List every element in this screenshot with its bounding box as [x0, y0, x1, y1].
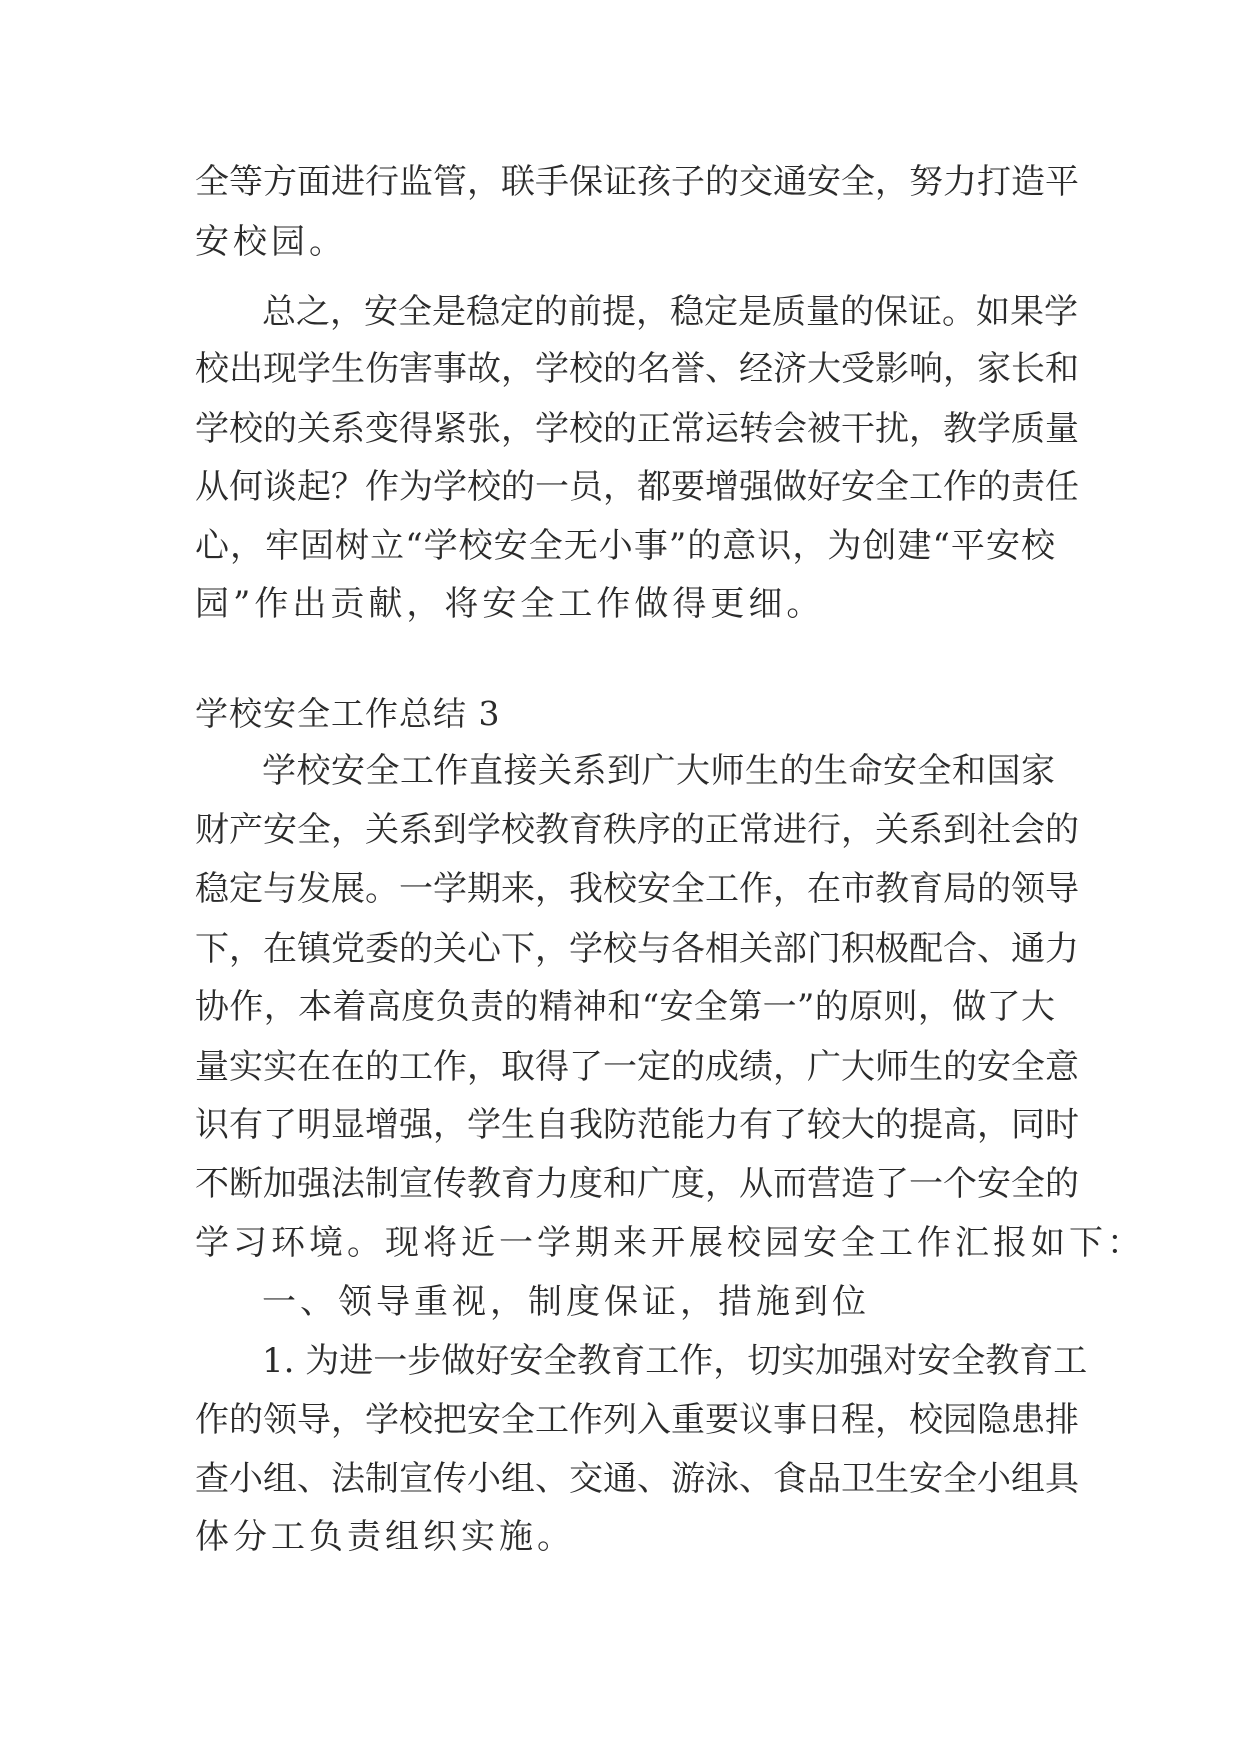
text-line: 协作，本着高度负责的精神和“安全第一”的原则，做了大	[195, 987, 1055, 1027]
text-line: 1. 为进一步做好安全教育工作，切实加强对安全教育工	[262, 1341, 1088, 1381]
text-line: 作的领导，学校把安全工作列入重要议事日程，校园隐患排	[195, 1400, 1079, 1440]
text-line: 总之，安全是稳定的前提，稳定是质量的保证。如果学	[262, 292, 1078, 332]
text-line: 全等方面进行监管，联手保证孩子的交通安全，努力打造平	[195, 162, 1079, 202]
text-line: 识有了明显增强，学生自我防范能力有了较大的提高，同时	[195, 1105, 1079, 1145]
subheading: 一、领导重视，制度保证，措施到位	[262, 1282, 870, 1322]
text-line: 学习环境。现将近一学期来开展校园安全工作汇报如下：	[195, 1223, 1145, 1263]
section-title: 学校安全工作总结 3	[195, 694, 501, 733]
text-line: 校出现学生伤害事故，学校的名誉、经济大受影响，家长和	[195, 349, 1079, 389]
text-line: 查小组、法制宣传小组、交通、游泳、食品卫生安全小组具	[195, 1459, 1079, 1499]
text-line: 学校安全工作直接关系到广大师生的生命安全和国家	[262, 751, 1055, 791]
text-line: 下，在镇党委的关心下，学校与各相关部门积极配合、通力	[195, 929, 1079, 969]
text-line: 安校园。	[195, 222, 347, 262]
text-line: 量实实在在的工作，取得了一定的成绩，广大师生的安全意	[195, 1047, 1079, 1087]
text-line: 不断加强法制宣传教育力度和广度，从而营造了一个安全的	[195, 1164, 1079, 1204]
text-line: 学校的关系变得紧张，学校的正常运转会被干扰，教学质量	[195, 409, 1079, 449]
text-line: 园”作出贡献，将安全工作做得更细。	[195, 584, 825, 624]
text-line: 体分工负责组织实施。	[195, 1517, 575, 1557]
text-line: 稳定与发展。一学期来，我校安全工作，在市教育局的领导	[195, 869, 1079, 909]
text-line: 财产安全，关系到学校教育秩序的正常进行，关系到社会的	[195, 810, 1079, 850]
text-line: 从何谈起？作为学校的一员，都要增强做好安全工作的责任	[195, 467, 1079, 507]
text-line: 心，牢固树立“学校安全无小事”的意识，为创建“平安校	[195, 526, 1055, 566]
